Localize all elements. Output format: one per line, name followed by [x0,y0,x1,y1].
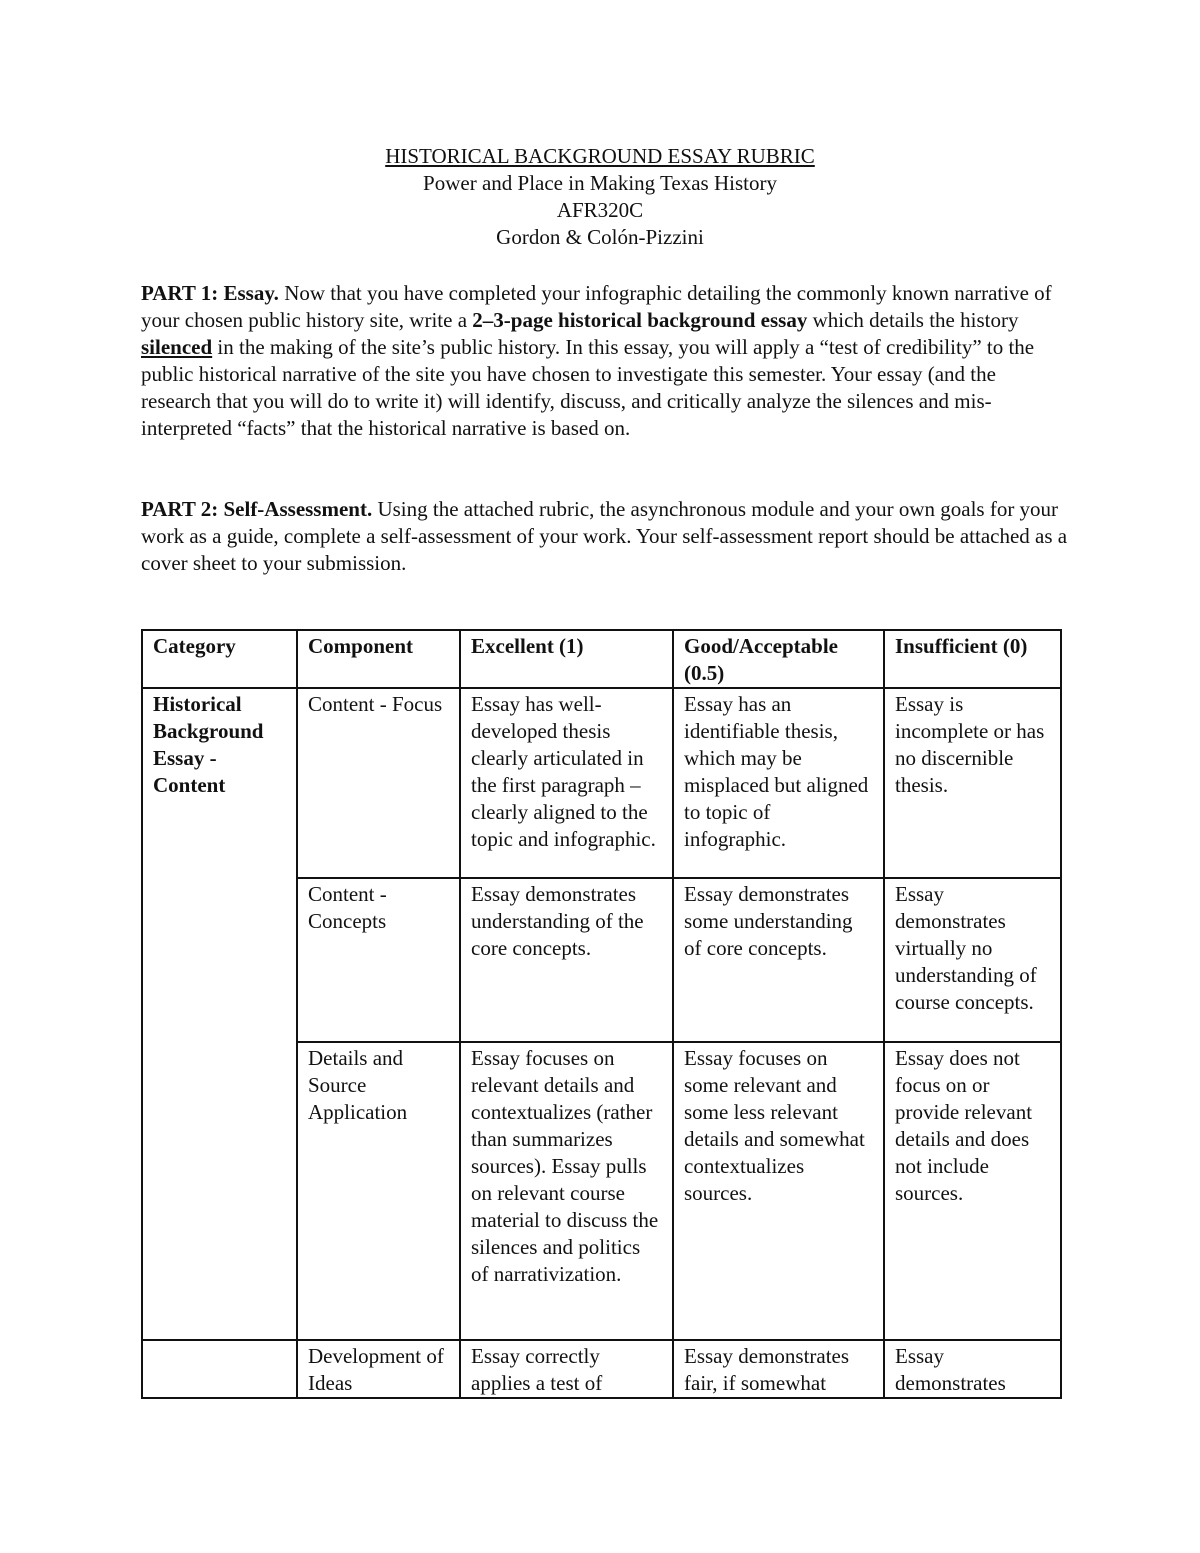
insufficient-cell: Essay is incomplete or has no discernible thesis. [884,688,1061,878]
table-row [142,1340,1061,1398]
table-header-row [142,630,1061,688]
good-cell: Essay demonstrates some understanding of core concepts. [673,878,884,1042]
excellent-cell: Essay has well-developed thesis clearly articulated in the first paragraph – clearly aligned to the topic and infographic. [460,688,673,878]
excellent-cell: Essay demonstrates understanding of the core concepts. [460,878,673,1042]
good-cell: Essay focuses on some relevant and some less relevant details and somewhat contextualizes sources. [673,1042,884,1340]
part2-label: PART 2: [141,497,219,521]
insufficient-cell: Essay demonstrates virtually no understanding of course concepts. [884,878,1061,1042]
header-good-acceptable: Good/Acceptable (0.5) [673,630,884,688]
excellent-cell: Essay focuses on relevant details and contextualizes (rather than summarizes sources). Essay pulls on relevant course material to discuss the silences and politics of narrativization. [460,1042,673,1340]
component-cell: Development of Ideas [297,1340,460,1398]
course-name: Power and Place in Making Texas History [423,171,777,195]
part1-heading: Essay. [223,281,279,305]
part1-paragraph [141,280,1071,442]
rubric-table [141,629,1062,1399]
part1-label: PART 1: [141,281,219,305]
part1-text-c: in the making of the site’s public history. In this essay, you will apply a “test of credibility” to the public historical narrative of the site you have chosen to investigate this semester. Your essay (and the research that you will do to write it) will identify, discuss, and critically analyze the silences and mis-interpreted “facts” that the historical narrative is based on. [141,335,1035,440]
header-excellent: Excellent (1) [460,630,673,688]
part2-text: Using the attached rubric, the asynchronous module and your own goals for your work as a guide, complete a self-assessment of your work. Your self-assessment report should be attached as a cover sheet to your submission. [141,497,1068,575]
header-category: Category [142,630,297,688]
component-cell: Details and Source Application [297,1042,460,1340]
excellent-cell: Essay correctly applies a test of [460,1340,673,1398]
component-cell: Content - Focus [297,688,460,878]
part1-silenced-word: silenced [141,335,213,359]
insufficient-cell: Essay does not focus on or provide relevant details and does not include sources. [884,1042,1061,1340]
part1-bold-phrase: 2–3-page historical background essay [472,308,808,332]
part2-paragraph [141,496,1071,577]
insufficient-cell: Essay demonstrates [884,1340,1061,1398]
category-cell-empty [142,1340,297,1398]
table-row [142,688,1061,878]
document-header [0,143,1200,251]
header-insufficient: Insufficient (0) [884,630,1061,688]
document-title: HISTORICAL BACKGROUND ESSAY RUBRIC [385,144,815,168]
header-component: Component [297,630,460,688]
course-code: AFR320C [556,198,644,222]
good-cell: Essay has an identifiable thesis, which may be misplaced but aligned to topic of infographic. [673,688,884,878]
good-cell: Essay demonstrates fair, if somewhat [673,1340,884,1398]
component-cell: Content - Concepts [297,878,460,1042]
part1-text-a: Now that you have completed your infographic detailing the commonly known narrative of your chosen public history site, write a [141,281,1052,332]
instructors: Gordon & Colón-Pizzini [496,225,704,249]
category-cell: Historical Background Essay - Content [142,688,297,1340]
part2-heading: Self-Assessment. [223,497,373,521]
part1-text-b: which details the history [812,308,1019,332]
